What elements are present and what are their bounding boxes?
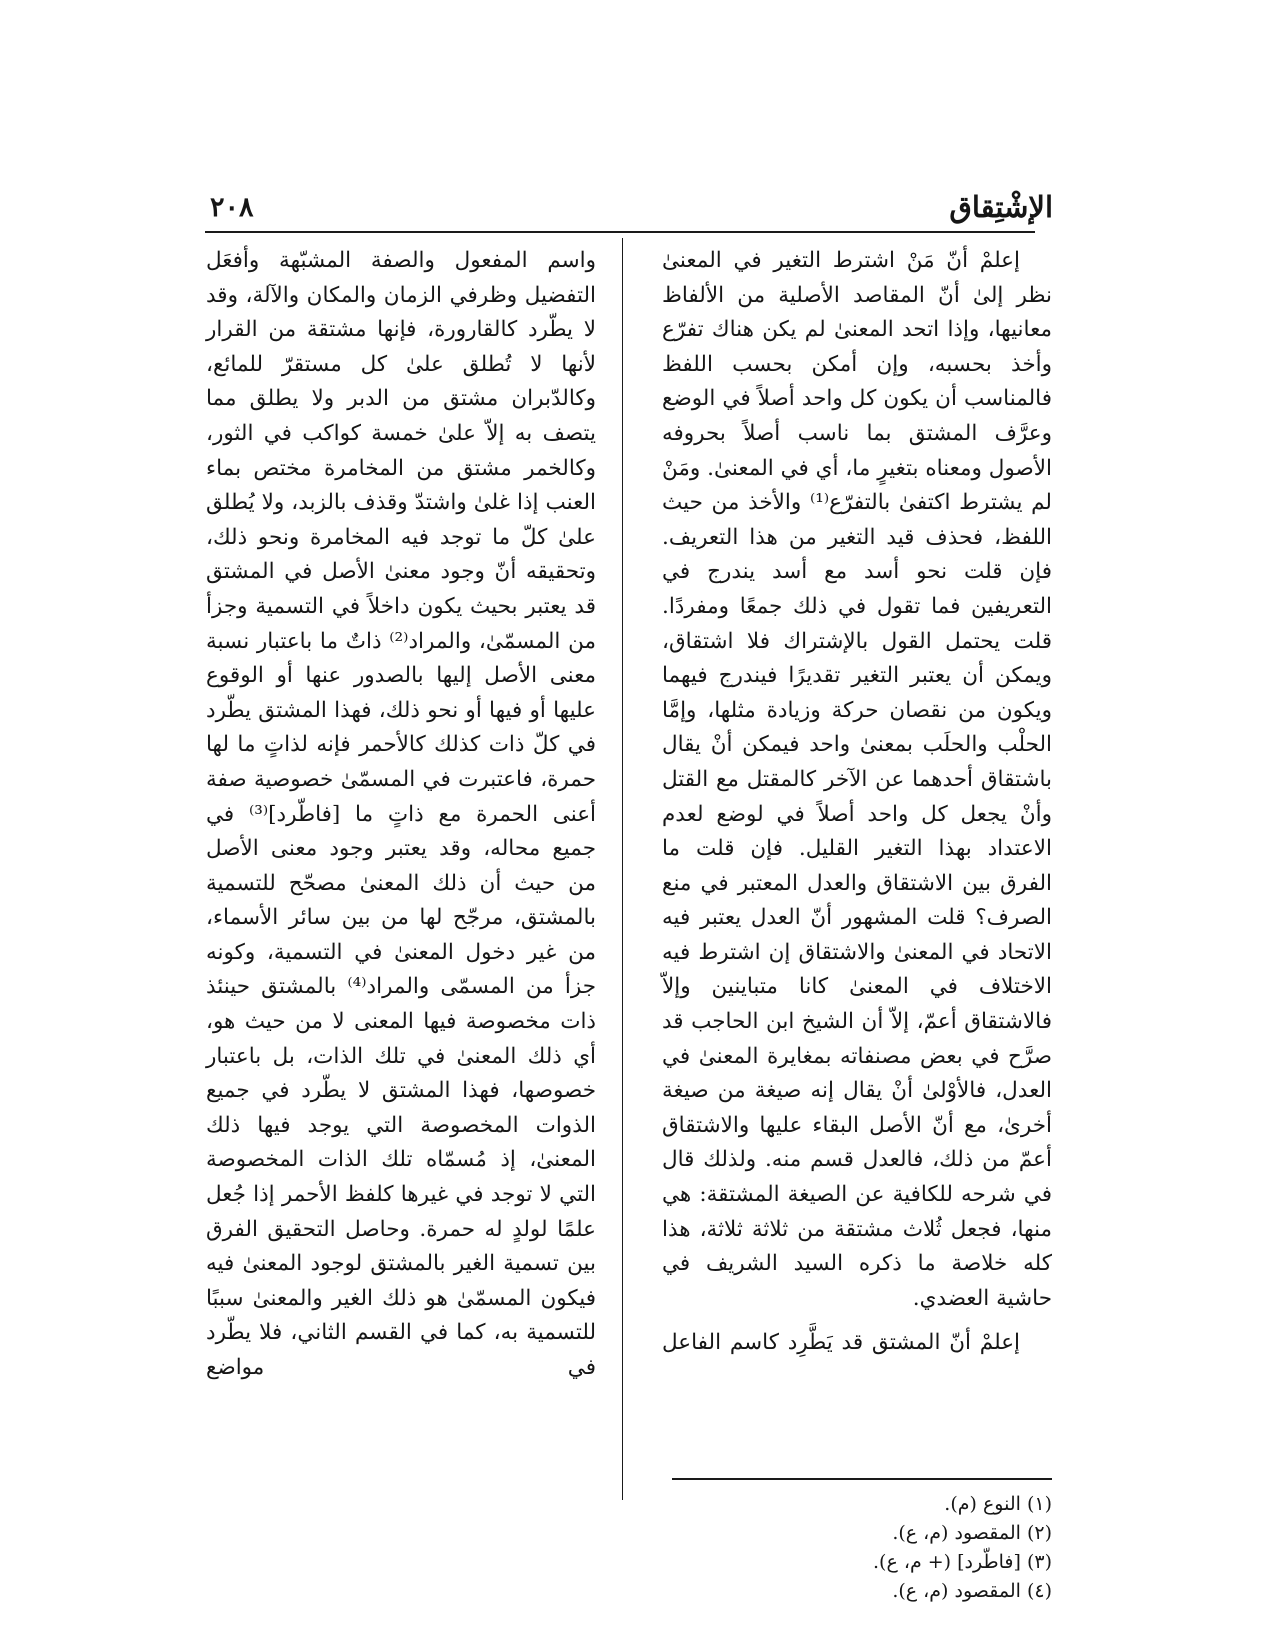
- right-column-paragraph-2: إعلمْ أنّ المشتق قد يَطَّرِد كاسم الفاعل: [662, 1330, 1020, 1356]
- left-column-paragraph: واسم المفعول والصفة المشبّهة وأفعَل التفضيل وظرفي الزمان والمكان والآلة، وقد لا يطّرد كالقارورة، فإنها مشتقة من القرار لأنها لا تُطلق علىٰ كل مستقرّ للمائع، وكالدّبران مشتق من الدبر ولا يطلق مما يتصف به إلاّ علىٰ خمسة كواكب في الثور، وكالخمر مشتق من المخامرة مختص بماء العنب إذا غلىٰ واشتدّ وقذف بالزبد، ولا يُطلق علىٰ كلّ ما توجد فيه المخامرة ونحو ذلك، وتحقيقه أنّ وجود معنىٰ الأصل في المشتق قد يعتبر بحيث يكون داخلاً في التسمية وجزأ من المسمّىٰ، والمراد⁽²⁾ ذاتٌ ما باعتبار نسبة معنى الأصل إليها بالصدور عنها أو الوقوع عليها أو فيها أو نحو ذلك، فهذا المشتق يطّرد في كلّ ذات كذلك كالأحمر فإنه لذاتٍ ما لها حمرة، فاعتبرت في المسمّىٰ خصوصية صفة أعنى الحمرة مع ذاتٍ ما [فاطّرد]⁽³⁾ في جميع محاله، وقد يعتبر وجود معنى الأصل من حيث أن ذلك المعنىٰ مصحّح للتسمية بالمشتق، مرجّح لها من بين سائر الأسماء، من غير دخول المعنىٰ في التسمية، وكونه جزأ من المسمّى والمراد⁽⁴⁾ بالمشتق حينئذ ذات مخصوصة فيها المعنى لا من حيث هو، أي ذلك المعنىٰ في تلك الذات، بل باعتبار خصوصها، فهذا المشتق لا يطّرد في جميع الذوات المخصوصة التي يوجد فيها ذلك المعنىٰ، إذ مُسمّاه تلك الذات المخصوصة التي لا توجد في غيرها كلفظ الأحمر إذا جُعل علمًا لولدٍ له حمرة. وحاصل التحقيق الفرق بين تسمية الغير بالمشتق لوجود المعنىٰ فيه فيكون المسمّىٰ هو ذلك الغير والمعنىٰ سببًا للتسمية به، كما في القسم الثاني، فلا يطّرد في مواضع: [206, 248, 597, 1380]
- chapter-title: الإشْتِقاق: [949, 190, 1053, 224]
- right-column: [662, 244, 1052, 1361]
- footnote-rule: [672, 1478, 1052, 1480]
- left-column: [206, 244, 596, 1386]
- header-rule: [205, 231, 1035, 233]
- right-column-paragraph-1: إعلمْ أنّ مَنْ اشترط التغير في المعنىٰ نظر إلىٰ أنّ المقاصد الأصلية من الألفاظ معانيها، وإذا اتحد المعنىٰ لم يكن هناك تفرّع وأخذ بحسبه، وإن أمكن بحسب اللفظ فالمناسب أن يكون كل واحد أصلاً في الوضع وعرَّف المشتق بما ناسب أصلاً بحروفه الأصول ومعناه بتغيرٍ ما، أي في المعنىٰ. ومَنْ لم يشترط اكتفىٰ بالتفرّع⁽¹⁾ والأخذ من حيث اللفظ، فحذف قيد التغير من هذا التعريف. فإن قلت نحو أسد مع أسد يندرج في التعريفين فما تقول في ذلك جمعًا ومفردًا. قلت يحتمل القول بالإشتراك فلا اشتقاق، ويمكن أن يعتبر التغير تقديرًا فيندرج فيهما ويكون من نقصان حركة وزيادة مثلها، وإمَّا الحلْب والحلَب بمعنىٰ واحد فيمكن أنْ يقال باشتقاق أحدهما عن الآخر كالمقتل مع القتل وأنْ يجعل كل واحد أصلاً في لوضع لعدم الاعتداد بهذا التغير القليل. فإن قلت ما الفرق بين الاشتقاق والعدل المعتبر في منع الصرف؟ قلت المشهور أنّ العدل يعتبر فيه الاتحاد في المعنىٰ والاشتقاق إن اشترط فيه الاختلاف في المعنىٰ كانا متباينين وإلاّ فالاشتقاق أعمّ، إلاّ أن الشيخ ابن الحاجب قد صرَّح في بعض مصنفاته بمغايرة المعنىٰ في العدل، فالأوْلىٰ أنْ يقال إنه صيغة من صيغة أخرىٰ، مع أنّ الأصل البقاء عليها والاشتقاق أعمّ من ذلك، فالعدل قسم منه. ولذلك قال في شرحه للكافية عن الصيغة المشتقة: هي منها، فجعل ثُلاث مشتقة من ثلاثة ثلاثة، هذا كله خلاصة ما ذكره السيد الشريف في حاشية العضدي.: [662, 248, 1052, 1311]
- footnotes: [662, 1490, 1052, 1606]
- footnote-1: (١) النوع (م).: [944, 1493, 1052, 1515]
- footnote-4: (٤) المقصود (م، ع).: [892, 1580, 1052, 1602]
- footnote-2: (٢) المقصود (م، ع).: [892, 1522, 1052, 1544]
- column-divider: [622, 238, 623, 1500]
- footnote-3: (٣) [فاطّرد] (+ م، ع).: [873, 1551, 1052, 1573]
- page-number: ٢٠٨: [210, 192, 254, 223]
